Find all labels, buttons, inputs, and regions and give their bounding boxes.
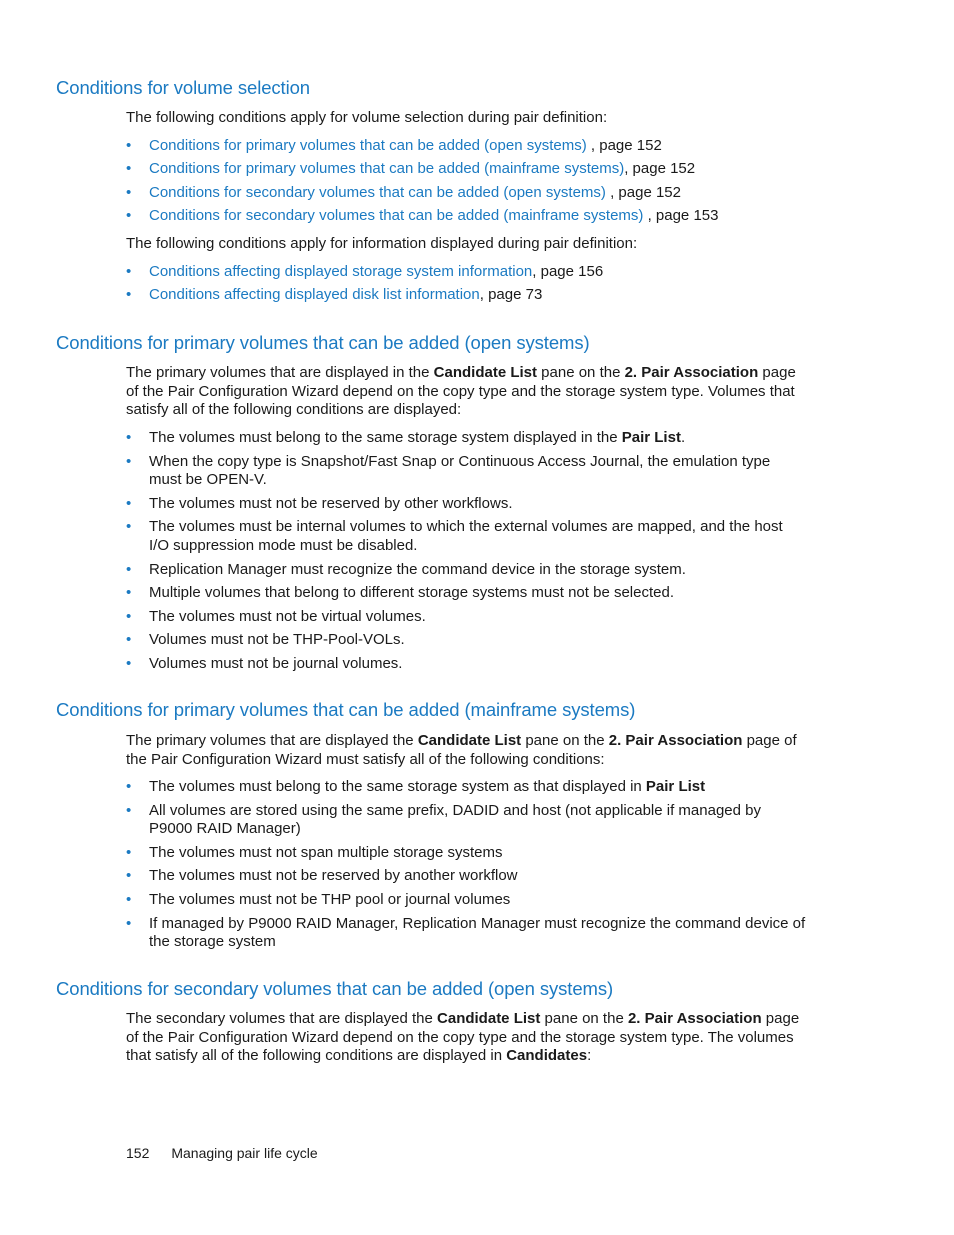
xref-link[interactable]: Conditions for secondary volumes that can be added (open systems) bbox=[149, 183, 606, 201]
page-footer bbox=[126, 1145, 318, 1161]
section-intro: The primary volumes that are displayed the Candidate List pane on the 2. Pair Association page of the Pair Configuration Wizard must satisfy all of the following conditions: bbox=[126, 732, 797, 768]
list-item: • Volumes must not be journal volumes. bbox=[126, 655, 806, 674]
list-item: • Volumes must not be THP-Pool-VOLs. bbox=[126, 631, 806, 650]
section-intro: The primary volumes that are displayed in the Candidate List pane on the 2. Pair Association page of the Pair Configuration Wizard depend on the copy type and the storage system type. Volumes that satisfy all of the following conditions are displayed: bbox=[126, 364, 796, 419]
list-item bbox=[126, 160, 806, 179]
link-list bbox=[126, 137, 806, 225]
list-item: • Multiple volumes that belong to different storage systems must not be selected. bbox=[126, 584, 806, 603]
section-intro: The following conditions apply for volume selection during pair definition: bbox=[126, 109, 608, 126]
list-item bbox=[126, 263, 806, 282]
section-title-primary-open: Conditions for primary volumes that can be added (open systems) bbox=[56, 332, 590, 353]
chapter-title: Managing pair life cycle bbox=[171, 1145, 318, 1161]
xref-link[interactable]: Conditions for primary volumes that can be added (open systems) bbox=[149, 137, 587, 154]
list-item: • The volumes must not be reserved by other workflows. bbox=[126, 495, 806, 514]
section-title-primary-mainframe: Conditions for primary volumes that can be added (mainframe systems) bbox=[56, 699, 636, 720]
page-ref: , page 156 bbox=[532, 263, 604, 280]
list-item: • When the copy type is Snapshot/Fast Snap or Continuous Access Journal, the emulation type must be OPEN-V. bbox=[126, 453, 806, 490]
list-item: • The volumes must not be reserved by another workflow bbox=[126, 867, 806, 886]
conditions-list bbox=[126, 429, 806, 674]
section-title-secondary-open: Conditions for secondary volumes that can be added (open systems) bbox=[56, 978, 614, 999]
link-list-2 bbox=[126, 263, 806, 305]
list-item: • The volumes must belong to the same storage system displayed in the Pair List. bbox=[126, 429, 806, 448]
list-item: • The volumes must not be THP pool or journal volumes bbox=[126, 891, 806, 910]
list-item: • If managed by P9000 RAID Manager, Replication Manager must recognize the command device of the storage system bbox=[126, 915, 806, 952]
page-ref: , page 73 bbox=[479, 286, 543, 304]
page-ref: , page 153 bbox=[643, 206, 719, 224]
list-item bbox=[126, 137, 806, 156]
page-ref: , page 152 bbox=[605, 183, 681, 201]
xref-link[interactable]: Conditions affecting displayed disk list information bbox=[149, 286, 480, 304]
section-intro: The secondary volumes that are displayed the Candidate List pane on the 2. Pair Association page of the Pair Configuration Wizard depend on the copy type and the storage system type. The volumes that satisfy all of the following conditions are displayed in Candidates: bbox=[126, 1010, 800, 1065]
list-item: • The volumes must not span multiple storage systems bbox=[126, 844, 806, 863]
list-item bbox=[126, 286, 806, 305]
list-item bbox=[126, 184, 806, 203]
xref-link[interactable]: Conditions for secondary volumes that can be added (mainframe systems) bbox=[149, 206, 644, 224]
list-item: • The volumes must not be virtual volumes. bbox=[126, 608, 806, 627]
page-ref: , page 152 bbox=[624, 160, 696, 178]
xref-link[interactable]: Conditions for primary volumes that can be added (mainframe systems) bbox=[149, 160, 625, 178]
xref-link[interactable]: Conditions affecting displayed storage system information bbox=[149, 263, 533, 280]
list-item bbox=[126, 207, 806, 226]
section-title-volume-selection: Conditions for volume selection bbox=[56, 77, 310, 98]
page-number: 152 bbox=[126, 1145, 150, 1161]
list-item: • The volumes must be internal volumes to which the external volumes are mapped, and the host I/O suppression mode must be disabled. bbox=[126, 518, 806, 555]
list-item: • All volumes are stored using the same prefix, DADID and host (not applicable if managed by P9000 RAID Manager) bbox=[126, 802, 806, 839]
section-intro-2: The following conditions apply for information displayed during pair definition: bbox=[126, 235, 638, 252]
list-item: • Replication Manager must recognize the command device in the storage system. bbox=[126, 561, 806, 580]
conditions-list bbox=[126, 778, 806, 952]
list-item: • The volumes must belong to the same storage system as that displayed in Pair List bbox=[126, 778, 806, 797]
page-ref: , page 152 bbox=[586, 137, 662, 154]
